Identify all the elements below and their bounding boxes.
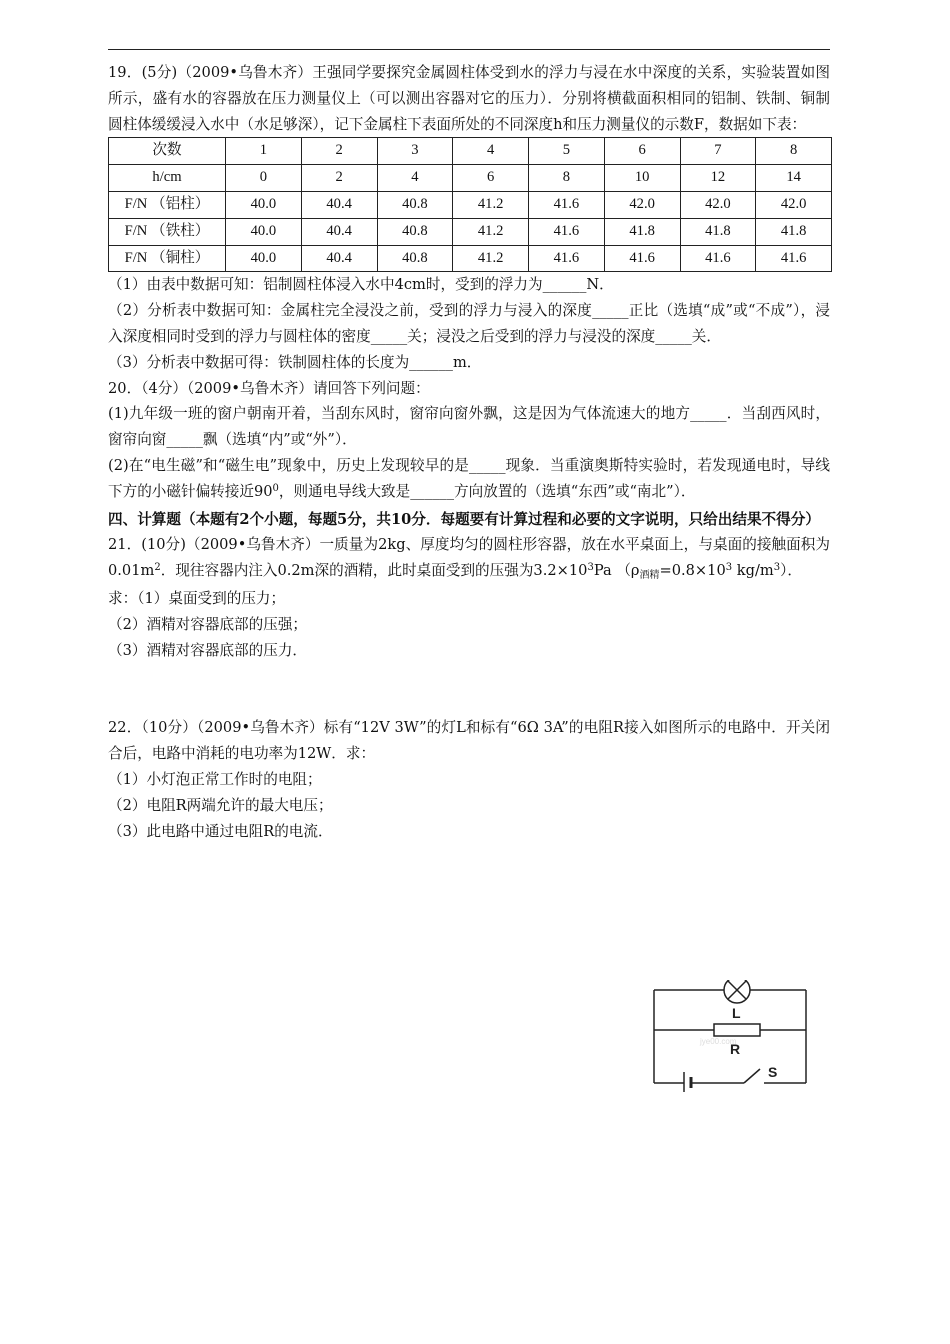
- table-cell: 12: [680, 165, 756, 192]
- table-cell: 41.6: [529, 218, 605, 245]
- q21-text: 21．(10分)（2009•乌鲁木齐）一质量为2kg、厚度均匀的圆柱形容器，放在水平桌面上，与桌面的接触面积为$0.01m^2$．现往容器内注入0.2m深的酒精，此时桌面受到的压强为$3.2\times 10^3Pa$ （$\rho_{酒精}=0.8\times 10^3$ $kg/m^3$）．: [108, 536, 830, 582]
- table-cell: 14: [756, 165, 832, 192]
- table-cell: 42.0: [680, 191, 756, 218]
- table-row: [109, 191, 832, 218]
- table-cell: 41.6: [680, 245, 756, 272]
- q20-sub2: (2)在“电生磁”和“磁生电”现象中，历史上发现较早的是_____现象．当重演奥斯特实验时，若发现通电时，导线下方的小磁针偏转接近$90^0$，则通电导线大致是______方向放置的（选填“东西”或“南北”）．: [108, 456, 830, 500]
- watermark-text: jye00.com: [700, 1037, 737, 1046]
- table-row: [109, 245, 832, 272]
- table-cell: 40.8: [377, 191, 453, 218]
- table-cell: 41.6: [529, 245, 605, 272]
- table-cell: 3: [377, 138, 453, 165]
- q21-sub3: （3）酒精对容器底部的压力．: [108, 641, 308, 659]
- document-body: [108, 60, 830, 844]
- table-cell: 41.6: [756, 245, 832, 272]
- table-cell: 40.0: [226, 218, 302, 245]
- q21-ask: 求：（1）桌面受到的压力；: [108, 589, 286, 607]
- table-cell: F/N （铝柱）: [109, 191, 226, 218]
- table-cell: F/N （铜柱）: [109, 245, 226, 272]
- table-cell: 42.0: [756, 191, 832, 218]
- table-cell: 41.6: [604, 245, 680, 272]
- table-cell: 1: [226, 138, 302, 165]
- table-cell: 41.2: [453, 245, 529, 272]
- resistor-label: R: [730, 1041, 741, 1057]
- q22-sub1: （1）小灯泡正常工作时的电阻；: [108, 770, 322, 788]
- table-cell: 41.2: [453, 191, 529, 218]
- table-cell: 40.4: [301, 245, 377, 272]
- table-cell: 2: [301, 165, 377, 192]
- table-cell: 40.8: [377, 245, 453, 272]
- table-cell: 8: [529, 165, 605, 192]
- q19-sub2: （2）分析表中数据可知：金属柱完全浸没之前，受到的浮力与浸入的深度_____正比（选填“成”或“不成”），浸入深度相同时受到的浮力与圆柱体的密度_____关；浸没之后受到的浮力与浸没的深度_____关．: [108, 302, 830, 345]
- table-cell: 10: [604, 165, 680, 192]
- q22-sub3: （3）此电路中通过电阻R的电流．: [108, 822, 333, 840]
- table-cell: 次数: [109, 138, 226, 165]
- table-cell: 8: [756, 138, 832, 165]
- table-cell: 40.0: [226, 245, 302, 272]
- table-row: [109, 218, 832, 245]
- table-cell: 41.8: [756, 218, 832, 245]
- q20-intro: 20．（4分）（2009•乌鲁木齐）请回答下列问题：: [108, 379, 430, 397]
- table-cell: 6: [453, 165, 529, 192]
- circuit-diagram: [648, 980, 812, 1092]
- q19-data-table: [108, 137, 832, 272]
- resistor-icon: [714, 1024, 760, 1036]
- table-row: [109, 165, 832, 192]
- switch-label: S: [768, 1064, 778, 1080]
- q21-sub2: （2）酒精对容器底部的压强；: [108, 615, 308, 633]
- section-4-heading: 四、计算题（本题有2个小题，每题5分，共10分．每题要有计算过程和必要的文字说明，只给出结果不得分）: [108, 510, 820, 528]
- table-cell: 2: [301, 138, 377, 165]
- lamp-icon: [724, 980, 750, 1003]
- table-cell: 6: [604, 138, 680, 165]
- q19-intro: 19．(5分)（2009•乌鲁木齐）王强同学要探究金属圆柱体受到水的浮力与浸在水中深度的关系，实验装置如图所示，盛有水的容器放在压力测量仪上（可以测出容器对它的压力）．分别将横截面积相同的铝制、铁制、铜制圆柱体缓缓浸入水中（水足够深），记下金属柱下表面所处的不同深度h和压力测量仪的示数F，数据如下表：: [108, 64, 830, 133]
- q20-sub1: (1)九年级一班的窗户朝南开着，当刮东风时，窗帘向窗外飘，这是因为气体流速大的地方_____．当刮西风时，窗帘向窗_____飘（选填“内”或“外”）．: [108, 405, 830, 449]
- table-cell: 41.8: [604, 218, 680, 245]
- table-cell: 0: [226, 165, 302, 192]
- table-cell: 40.4: [301, 191, 377, 218]
- table-cell: 41.8: [680, 218, 756, 245]
- table-cell: F/N （铁柱）: [109, 218, 226, 245]
- table-cell: 4: [377, 165, 453, 192]
- table-cell: 40.4: [301, 218, 377, 245]
- table-cell: 4: [453, 138, 529, 165]
- table-cell: 40.8: [377, 218, 453, 245]
- table-cell: 41.2: [453, 218, 529, 245]
- q19-sub3: （3）分析表中数据可得：铁制圆柱体的长度为______m．: [108, 353, 482, 371]
- header-rule: [108, 49, 830, 50]
- q22-intro: 22．（10分）（2009•乌鲁木齐）标有“12V 3W”的灯L和标有“6Ω 3A”的电阻R接入如图所示的电路中．开关闭合后，电路中消耗的电功率为12W．求：: [108, 719, 830, 763]
- table-cell: 40.0: [226, 191, 302, 218]
- table-cell: 41.6: [529, 191, 605, 218]
- q19-sub1: （1）由表中数据可知：铝制圆柱体浸入水中4cm时，受到的浮力为______N．: [108, 276, 614, 294]
- table-cell: 5: [529, 138, 605, 165]
- switch-icon: [744, 1069, 760, 1083]
- q22-sub2: （2）电阻R两端允许的最大电压；: [108, 796, 333, 814]
- table-cell: 42.0: [604, 191, 680, 218]
- battery-icon: [684, 1072, 691, 1092]
- table-header-row: [109, 138, 832, 165]
- table-cell: h/cm: [109, 165, 226, 192]
- table-cell: 7: [680, 138, 756, 165]
- lamp-label: L: [732, 1005, 741, 1021]
